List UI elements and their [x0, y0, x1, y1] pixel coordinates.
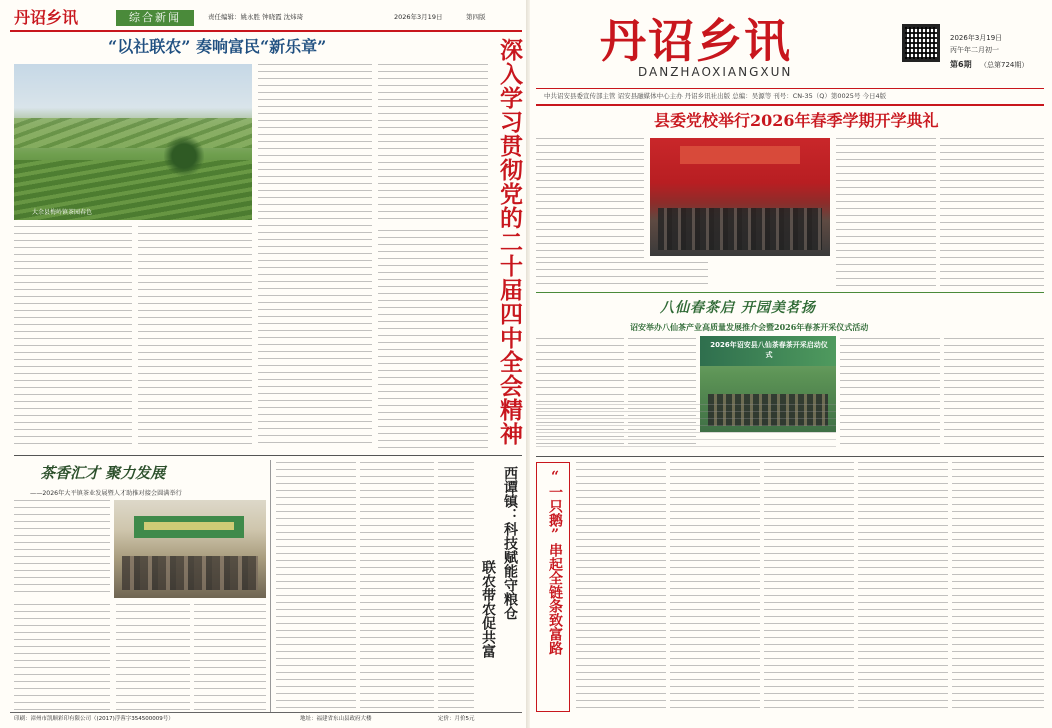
- column-text-col5: [952, 462, 1044, 710]
- masthead-title: 丹诏乡讯: [600, 14, 792, 68]
- article1-text-col2: [138, 226, 252, 448]
- article1-text-col4: [378, 64, 488, 224]
- masthead-rule-2: [536, 104, 1044, 106]
- masthead-pinyin: DANZHAOXIANGXUN: [638, 65, 793, 79]
- article3-text-col1: [276, 462, 356, 710]
- vertical-divider: [270, 460, 271, 712]
- masthead-info: 中共诏安县委宣传部主管 诏安县融媒体中心主办 丹诏乡讯社出版 总编：吴源等 刊号：CN-35（Q）第0025号 今日4版: [544, 92, 887, 100]
- paper-logo-small: 丹诏乡讯: [14, 8, 79, 27]
- footer-address: 地址：福建省东山县政府大楼: [300, 716, 372, 722]
- article3-text-col3: [438, 462, 474, 710]
- tea-garden-photo: [14, 64, 252, 220]
- qr-code[interactable]: [902, 24, 940, 62]
- column-text-col1: [576, 462, 666, 710]
- ceremony-photo: [650, 138, 830, 256]
- article1-text-col1: [14, 226, 132, 448]
- feature-vertical-title: 深入学习贯彻党的二十届四中全会精神: [496, 38, 523, 446]
- left-page-number: 第四版: [466, 13, 486, 21]
- left-header: [10, 6, 520, 30]
- tea-text-col4: [944, 338, 1044, 450]
- header-rule: [10, 30, 522, 32]
- tea-event-photo: [114, 500, 266, 598]
- column-text-col3: [764, 462, 854, 710]
- photo-caption: 大余县梅岭镇茶园春色: [32, 209, 93, 216]
- article2-text-col2: [14, 604, 110, 710]
- editor-line: 责任编辑：姚永胜 钟晓霞 沈炜琦: [208, 13, 304, 21]
- lead-text-col4: [940, 138, 1044, 286]
- masthead-total: （总第724期）: [980, 61, 1029, 69]
- article2-text-col4: [194, 604, 266, 710]
- tea-text-col5: [536, 404, 836, 450]
- tea-article-title: 八仙春茶启 开园美茗扬: [660, 300, 816, 316]
- lead-text-col2: [536, 262, 708, 286]
- article2-text-col1: [14, 500, 110, 596]
- side-headline-2: 联农带农促共富: [480, 560, 496, 658]
- footer-printer: 印刷：漳州市凯顺彩印有限公司（(2017)浮蓉字354500009号）: [14, 716, 174, 722]
- lead-headline: 县委党校举行2026年春季学期开学典礼: [654, 111, 939, 130]
- right-mid-rule: [536, 292, 1044, 293]
- column-title-box: [536, 462, 570, 712]
- mid-rule: [14, 455, 522, 456]
- tea-text-col3: [840, 338, 940, 450]
- footer-price: 定价：月价5元: [438, 716, 475, 722]
- masthead-issue: 第6期: [950, 60, 972, 69]
- article1-title: “以社联农” 奏响富民“新乐章”: [108, 37, 327, 56]
- column-text-col4: [858, 462, 948, 710]
- left-date: 2026年3月19日: [394, 13, 443, 21]
- masthead-date: 2026年3月19日: [950, 34, 1003, 42]
- masthead-lunar: 丙午年二月初一: [950, 46, 999, 54]
- article2-subtitle: ——2026年大平镇茶业发展暨人才助推对接会圆满举行: [30, 490, 182, 497]
- side-headline-1: 西谭镇：科技赋能守粮仓: [502, 466, 518, 620]
- footer-rule: [10, 712, 522, 713]
- column-text-col2: [670, 462, 760, 710]
- masthead-rule: [536, 88, 1044, 89]
- section-badge: 综合新闻: [116, 10, 194, 26]
- right-page: [530, 0, 1052, 728]
- article3-text-col2: [360, 462, 434, 710]
- article2-text-col3: [116, 604, 190, 710]
- column-vertical-title: “一只鹅”串起全链条致富路: [547, 469, 563, 655]
- tea-article-subtitle: 诏安举办八仙茶产业高质量发展推介会暨2026年春茶开采仪式活动: [630, 322, 869, 332]
- article1-text-col3: [258, 64, 372, 448]
- lead-text-col3: [836, 138, 936, 286]
- article2-title: 茶香汇才 聚力发展: [40, 464, 166, 482]
- right-lower-rule: [536, 456, 1044, 457]
- article1-text-col5: [378, 230, 488, 448]
- tea-launch-banner-text: 2026年诏安县八仙茶春茶开采启动仪式: [710, 341, 828, 359]
- lead-text-col1: [536, 138, 644, 258]
